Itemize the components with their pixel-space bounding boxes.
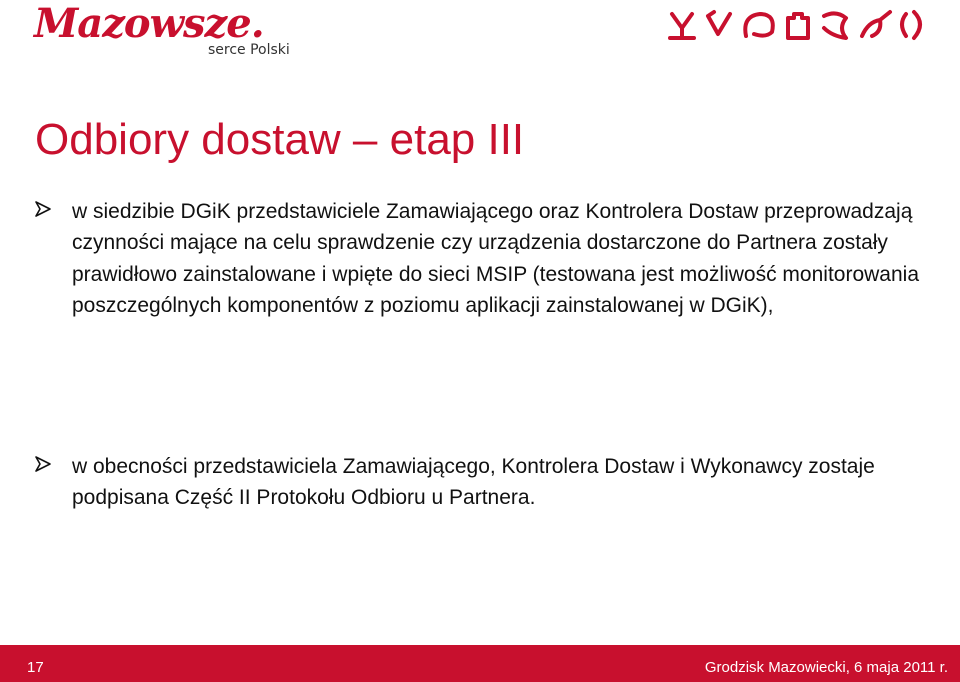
arrow-bullet-icon [34, 200, 52, 218]
slide-title: Odbiory dostaw – etap III [35, 115, 525, 164]
list-item [34, 196, 934, 386]
mazowsze-logo [34, 0, 304, 58]
footer-place-date: Grodzisk Mazowiecki, 6 maja 2011 r. [704, 659, 948, 676]
arrow-bullet-icon [34, 455, 52, 473]
list-item [34, 451, 934, 517]
regional-symbol-glyphs-icon [668, 6, 930, 42]
page-number: 17 [27, 659, 44, 676]
bullet-text: w siedzibie DGiK przedstawiciele Zamawiającego oraz Kontrolera Dostaw przeprowadzają czynności mające na celu sprawdzenie czy urządzenia dostarczone do Partnera zostały prawidłowo zainstalowane i wpięte do sieci MSIP (testowana jest możliwość monitorowania poszczególnych komponentów z poziomu aplikacji zainstalowanej w DGiK), [72, 200, 920, 317]
logo-wordmark: Mazowsze. [34, 0, 264, 47]
bullet-text: w obecności przedstawiciela Zamawiającego, Kontrolera Dostaw i Wykonawcy zostaje podpisana Część II Protokołu Odbioru u Partnera. [72, 455, 875, 510]
footer-bar [0, 645, 960, 682]
logo-tagline: serce Polski [208, 42, 290, 58]
